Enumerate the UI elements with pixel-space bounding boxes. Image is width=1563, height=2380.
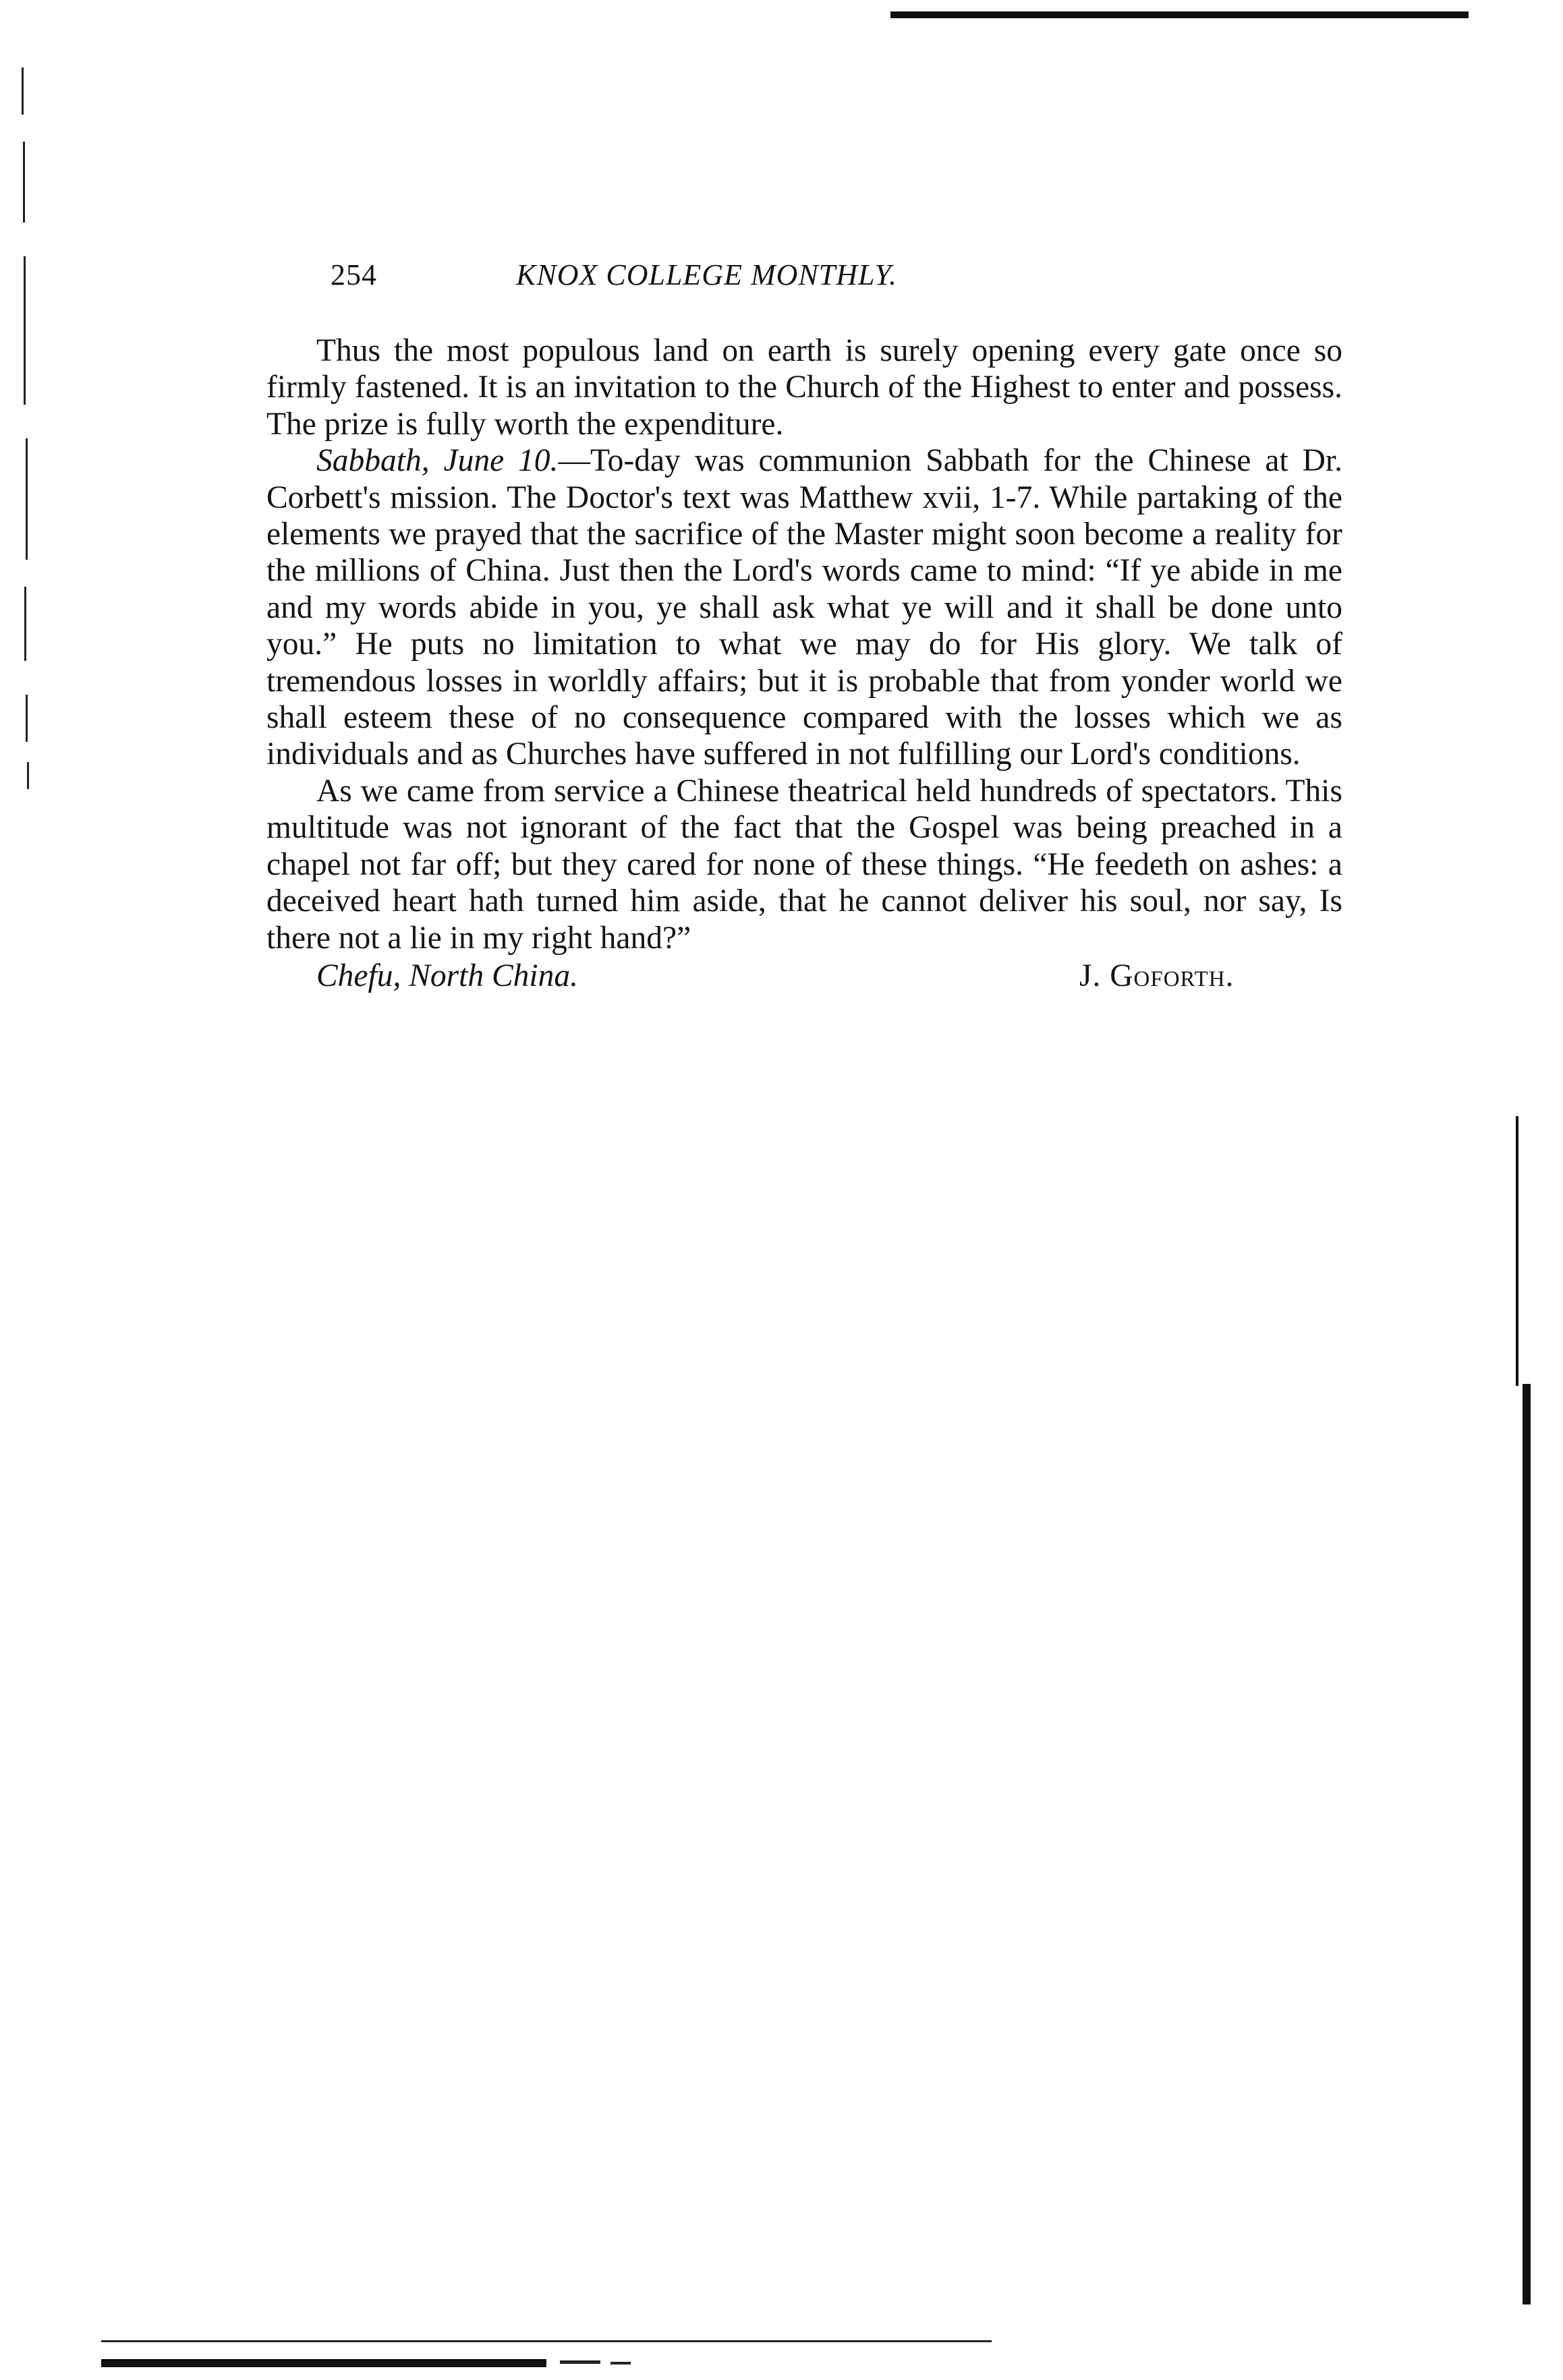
margin-mark: [27, 762, 29, 789]
scan-edge-bottom: [101, 2359, 546, 2367]
scan-dash-bottom-1: [560, 2360, 600, 2364]
scan-edge-top: [890, 11, 1469, 18]
paragraph: As we came from service a Chinese theatrical held hundreds of spectators. This multitude was not ignorant of the fact that the Gospel was being preached in a chapel not far off; but they cared for none of these things. “He feedeth on ashes: a deceived heart hath turned him aside, that he cannot deliver his soul, nor say, Is there not a lie in my right hand?”: [266, 773, 1342, 956]
scan-edge-right-thin: [1516, 1116, 1518, 1386]
scan-line-bottom: [101, 2340, 992, 2342]
article-body: [266, 332, 1342, 994]
margin-mark: [22, 67, 24, 115]
paragraph: Thus the most populous land on earth is surely opening every gate once so firmly fastened. It is an invitation to the Church of the Highest to enter and possess. The prize is fully worth the expenditure.: [266, 333, 1342, 442]
running-title: KNOX COLLEGE MONTHLY.: [516, 258, 897, 291]
margin-mark: [26, 438, 28, 560]
scan-edge-right: [1523, 1384, 1531, 2304]
paragraph: [266, 442, 1342, 773]
dateline: Sabbath, June 10.: [316, 443, 559, 479]
scan-dash-bottom-2: [610, 2362, 631, 2364]
page-header: [331, 258, 1373, 298]
paragraph-text: —To-day was communion Sabbath for the Chinese at Dr. Corbett's mission. The Doctor's text was Matthew xvii, 1-7. While partaking of the elements we prayed that the sacrifice of the Master might soon become a reality for the millions of China. Just then the Lord's words came to mind: “If ye abide in me and my words abide in you, ye shall ask what ye will and it shall be done unto you.” He puts no limitation to what we may do for His glory. We talk of tremendous losses in worldly affairs; but it is probable that from yonder world we shall esteem these of no consequence compared with the losses which we as individuals and as Churches have suffered in not fulfilling our Lord's conditions.: [266, 443, 1342, 772]
margin-mark: [26, 695, 28, 742]
page-number: 254: [331, 258, 377, 291]
signoff: [266, 958, 1342, 994]
signoff-author: J. Goforth.: [1079, 958, 1234, 993]
margin-mark: [23, 142, 25, 223]
margin-mark: [24, 256, 26, 405]
margin-mark: [24, 587, 26, 661]
signoff-place: Chefu, North China.: [316, 958, 578, 993]
